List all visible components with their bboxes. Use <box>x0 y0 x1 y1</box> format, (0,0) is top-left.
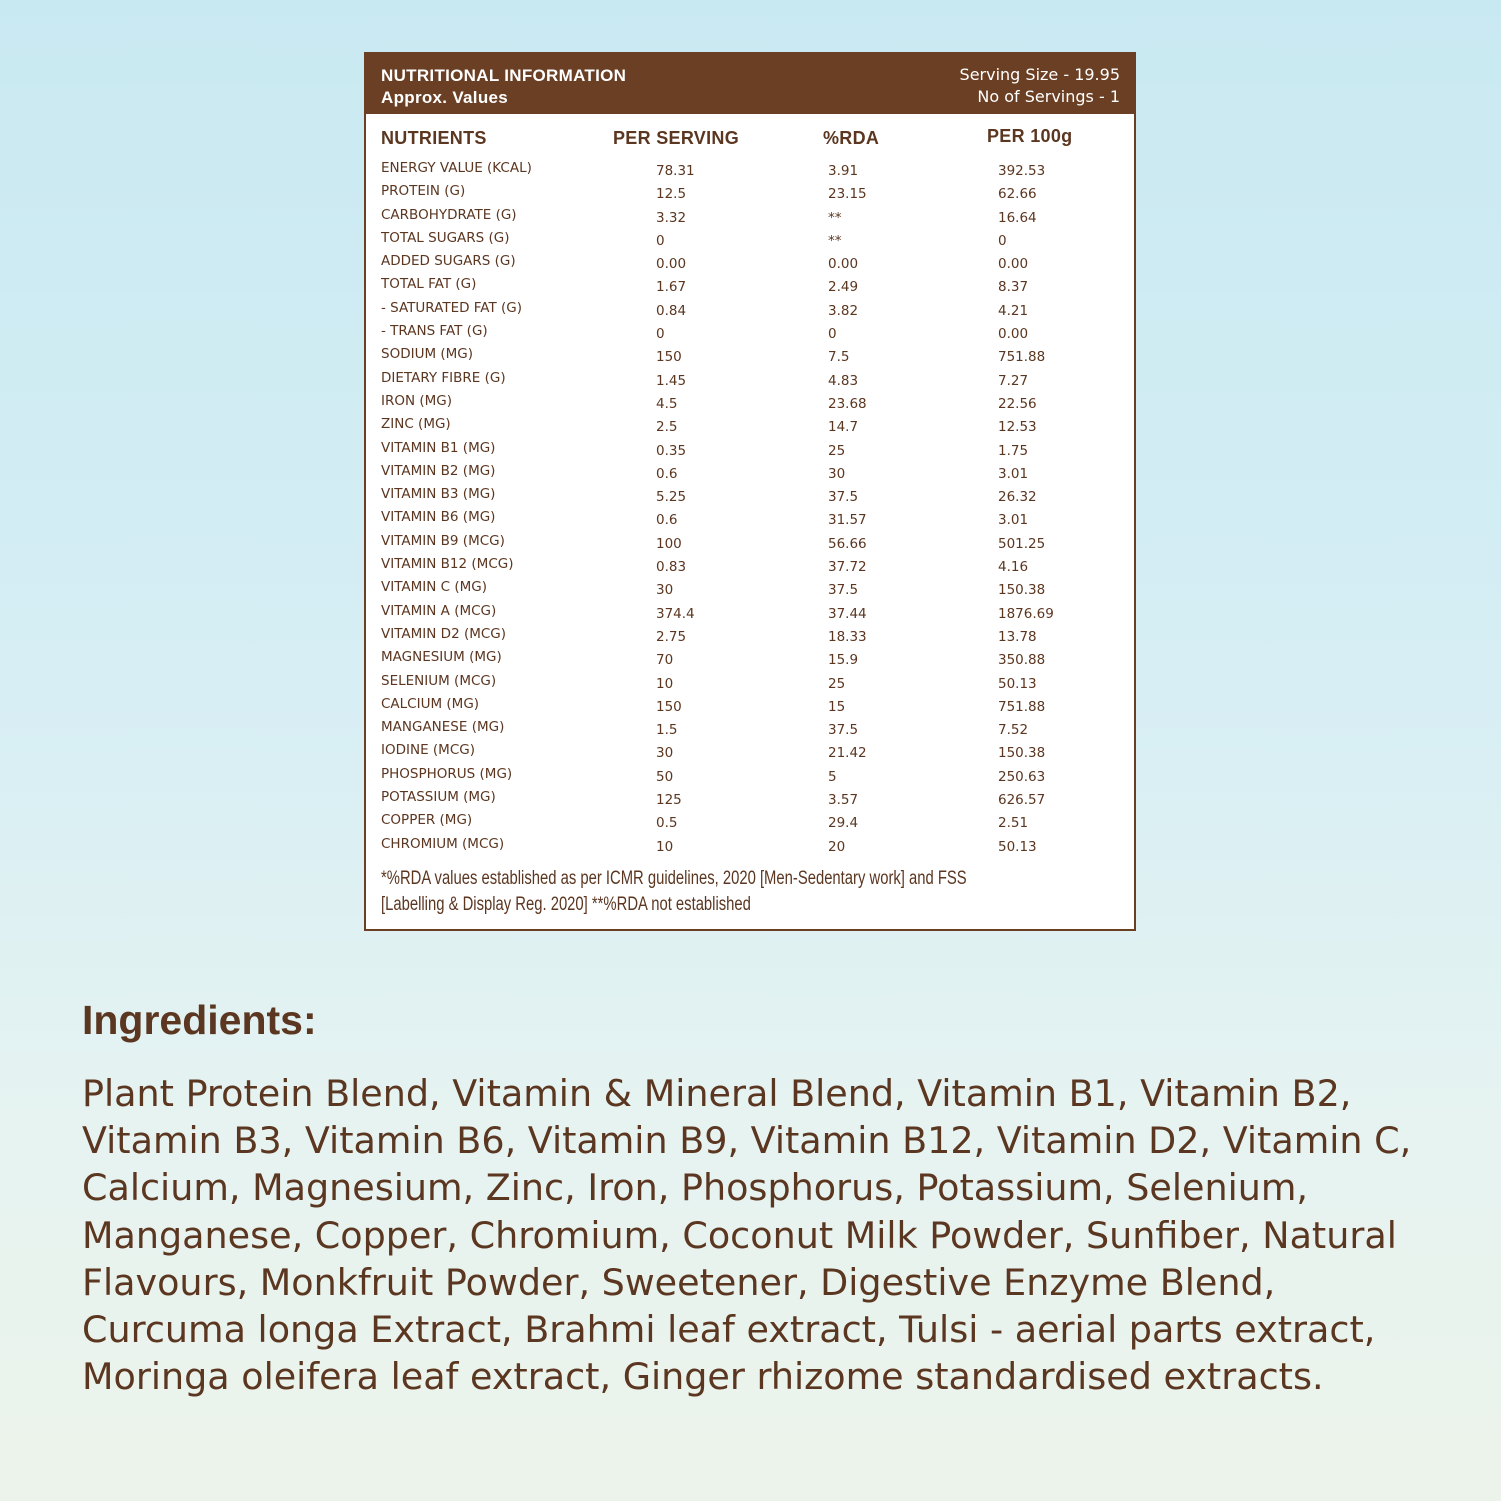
nutrient-name: PHOSPHORUS (MG) <box>381 765 513 782</box>
per-serving-value: 12.5 <box>656 186 687 203</box>
per-100g-value: 7.27 <box>998 372 1029 389</box>
table-row <box>366 533 1134 556</box>
per-100g-value: 8.37 <box>998 279 1029 296</box>
per-serving-value: 10 <box>656 838 674 855</box>
ingredients-title: Ingredients: <box>82 997 317 1043</box>
nutrient-name: COPPER (MG) <box>381 812 473 829</box>
per-100g-value: 50.13 <box>998 675 1037 692</box>
table-row <box>366 416 1134 439</box>
table-row <box>366 486 1134 509</box>
rda-value: 29.4 <box>828 815 859 832</box>
rda-value: 23.15 <box>828 186 867 203</box>
table-row <box>366 742 1134 765</box>
col-header-per-serving: PER SERVING <box>613 128 740 148</box>
per-serving-value: 100 <box>656 535 682 552</box>
rda-value: 31.57 <box>828 512 867 529</box>
nutrient-name: - TRANS FAT (G) <box>381 323 488 340</box>
table-row <box>366 323 1134 346</box>
per-100g-value: 150.38 <box>998 745 1046 762</box>
table-row <box>366 673 1134 696</box>
rda-value: 0 <box>828 326 837 343</box>
table-row <box>366 160 1134 183</box>
table-row <box>366 440 1134 463</box>
per-100g-value: 0 <box>998 232 1007 249</box>
per-serving-value: 10 <box>656 675 674 692</box>
table-row <box>366 230 1134 253</box>
per-serving-value: 125 <box>656 792 682 809</box>
table-row <box>366 603 1134 626</box>
header-right <box>960 64 1120 108</box>
servings-count: No of Servings - 1 <box>977 87 1120 106</box>
per-serving-value: 2.75 <box>656 628 687 645</box>
per-serving-value: 0.5 <box>656 815 678 832</box>
table-row <box>366 463 1134 486</box>
rda-value: 14.7 <box>828 419 859 436</box>
rda-value: 37.5 <box>828 489 859 506</box>
per-serving-value: 150 <box>656 349 682 366</box>
nutrient-name: VITAMIN B6 (MG) <box>381 509 496 526</box>
per-serving-value: 2.5 <box>656 419 678 436</box>
per-100g-value: 350.88 <box>998 652 1046 669</box>
rda-value: 37.5 <box>828 722 859 739</box>
table-row <box>366 789 1134 812</box>
per-serving-value: 0 <box>656 232 665 249</box>
per-100g-value: 22.56 <box>998 395 1037 412</box>
per-100g-value: 3.01 <box>998 465 1029 482</box>
table-row <box>366 346 1134 369</box>
ingredients-text: Plant Protein Blend, Vitamin & Mineral Blend, Vitamin B1, Vitamin B2, Vitamin B3, Vitamin B6, Vitamin B9, Vitamin B12, Vitamin D2, Vitamin C, Calcium, Magnesium, Zinc, Iron, Phosphorus, Potassium, Selenium, Manganese, Copper, Chromium, Coconut Milk Powder, Sunfiber, Natural Flavours, Monkfruit Powder, Sweetener, Digestive Enzyme Blend, Curcuma longa Extract, Brahmi leaf extract, Tulsi - aerial parts extract, Moringa oleifera leaf extract, Ginger rhizome standardised extracts. <box>82 1072 1412 1399</box>
nutrient-name: - SATURATED FAT (G) <box>381 299 523 316</box>
header-left <box>381 65 626 109</box>
table-row <box>366 626 1134 649</box>
rda-value: 37.5 <box>828 582 859 599</box>
per-100g-value: 0.00 <box>998 256 1029 273</box>
nutrient-name: VITAMIN B12 (MCG) <box>381 556 514 573</box>
table-row <box>366 556 1134 579</box>
nutrient-name: ZINC (MG) <box>381 416 451 433</box>
per-serving-value: 50 <box>656 768 674 785</box>
footnote <box>381 866 967 918</box>
per-100g-value: 1876.69 <box>998 605 1054 622</box>
per-serving-value: 4.5 <box>656 395 678 412</box>
nutrient-rows <box>366 160 1134 859</box>
rda-value: 15.9 <box>828 652 859 669</box>
per-serving-value: 0 <box>656 326 665 343</box>
table-row <box>366 253 1134 276</box>
per-serving-value: 1.45 <box>656 372 687 389</box>
rda-value: 3.82 <box>828 302 859 319</box>
per-100g-value: 26.32 <box>998 489 1037 506</box>
per-100g-value: 250.63 <box>998 768 1046 785</box>
rda-value: 3.91 <box>828 163 859 179</box>
footnote-line-2: [Labelling & Display Reg. 2020] **%RDA not established <box>381 894 751 915</box>
rda-value: 3.57 <box>828 792 859 809</box>
nutrient-name: VITAMIN B9 (MCG) <box>381 532 505 549</box>
rda-value: 4.83 <box>828 372 859 389</box>
rda-value: ** <box>828 232 842 249</box>
rda-value: 18.33 <box>828 628 867 645</box>
nutrient-name: DIETARY FIBRE (G) <box>381 369 506 386</box>
per-serving-value: 78.31 <box>656 163 695 179</box>
nutrient-name: TOTAL FAT (G) <box>381 276 477 293</box>
rda-value: 20 <box>828 838 846 855</box>
per-serving-value: 0.6 <box>656 465 678 482</box>
rda-value: ** <box>828 209 842 226</box>
table-row <box>366 812 1134 835</box>
nutrient-name: ADDED SUGARS (G) <box>381 253 516 270</box>
rda-value: 37.72 <box>828 559 867 576</box>
per-serving-value: 30 <box>656 582 674 599</box>
table-row <box>366 183 1134 206</box>
footnote-line-1: *%RDA values established as per ICMR guidelines, 2020 [Men-Sedentary work] and FSS <box>381 868 967 889</box>
nutrition-panel <box>364 52 1136 931</box>
col-header-rda: %RDA <box>823 128 880 148</box>
per-serving-value: 1.5 <box>656 722 678 739</box>
nutrient-name: VITAMIN B3 (MG) <box>381 486 496 503</box>
table-row <box>366 719 1134 742</box>
rda-value: 7.5 <box>828 349 850 366</box>
panel-subtitle: Approx. Values <box>381 88 509 107</box>
table-row <box>366 370 1134 393</box>
table-row <box>366 696 1134 719</box>
nutrient-name: VITAMIN C (MG) <box>381 579 488 596</box>
panel-header <box>366 54 1134 114</box>
rda-value: 56.66 <box>828 535 867 552</box>
rda-value: 30 <box>828 465 846 482</box>
nutrient-name: CALCIUM (MG) <box>381 695 480 712</box>
nutrient-name: CHROMIUM (MCG) <box>381 835 505 852</box>
per-100g-value: 501.25 <box>998 535 1046 552</box>
nutrient-name: SODIUM (MG) <box>381 346 474 363</box>
per-100g-value: 3.01 <box>998 512 1029 529</box>
per-100g-value: 50.13 <box>998 838 1037 855</box>
per-100g-value: 62.66 <box>998 186 1037 203</box>
per-serving-value: 0.6 <box>656 512 678 529</box>
col-header-nutrients: NUTRIENTS <box>381 128 487 148</box>
nutrient-name: ENERGY VALUE (KCAL) <box>381 160 532 176</box>
rda-value: 2.49 <box>828 279 859 296</box>
nutrient-name: VITAMIN D2 (MCG) <box>381 625 507 642</box>
per-serving-value: 374.4 <box>656 605 695 622</box>
nutrient-name: MANGANESE (MG) <box>381 719 505 736</box>
table-row <box>366 207 1134 230</box>
per-serving-value: 0.00 <box>656 256 687 273</box>
rda-value: 25 <box>828 675 846 692</box>
nutrient-name: MAGNESIUM (MG) <box>381 649 502 666</box>
per-100g-value: 12.53 <box>998 419 1037 436</box>
per-100g-value: 751.88 <box>998 698 1046 715</box>
per-100g-value: 0.00 <box>998 326 1029 343</box>
per-100g-value: 7.52 <box>998 722 1029 739</box>
per-serving-value: 3.32 <box>656 209 687 226</box>
per-100g-value: 751.88 <box>998 349 1046 366</box>
nutrient-name: VITAMIN B1 (MG) <box>381 439 496 456</box>
rda-value: 23.68 <box>828 395 867 412</box>
per-serving-value: 5.25 <box>656 489 687 506</box>
per-serving-value: 1.67 <box>656 279 687 296</box>
per-serving-value: 0.83 <box>656 559 687 576</box>
per-100g-value: 626.57 <box>998 792 1046 809</box>
table-row <box>366 836 1134 859</box>
rda-value: 37.44 <box>828 605 867 622</box>
nutrient-name: PROTEIN (G) <box>381 183 466 200</box>
rda-value: 5 <box>828 768 837 785</box>
rda-value: 21.42 <box>828 745 867 762</box>
per-serving-value: 150 <box>656 698 682 715</box>
per-serving-value: 0.84 <box>656 302 687 319</box>
nutrient-name: SELENIUM (MCG) <box>381 672 497 689</box>
per-100g-value: 4.21 <box>998 302 1029 319</box>
per-serving-value: 0.35 <box>656 442 687 459</box>
rda-value: 15 <box>828 698 846 715</box>
table-row <box>366 579 1134 602</box>
per-100g-value: 150.38 <box>998 582 1046 599</box>
nutrient-name: IODINE (MCG) <box>381 742 475 759</box>
per-100g-value: 392.53 <box>998 163 1046 179</box>
nutrient-name: CARBOHYDRATE (G) <box>381 206 517 223</box>
table-row <box>366 276 1134 299</box>
per-100g-value: 4.16 <box>998 559 1029 576</box>
per-serving-value: 30 <box>656 745 674 762</box>
table-row <box>366 649 1134 672</box>
per-100g-value: 1.75 <box>998 442 1029 459</box>
per-serving-value: 70 <box>656 652 674 669</box>
table-row <box>366 393 1134 416</box>
rda-value: 25 <box>828 442 846 459</box>
nutrient-name: POTASSIUM (MG) <box>381 789 496 806</box>
serving-size: Serving Size - 19.95 <box>959 65 1120 84</box>
per-100g-value: 13.78 <box>998 628 1037 645</box>
nutrient-name: VITAMIN A (MCG) <box>381 602 497 619</box>
panel-title: NUTRITIONAL INFORMATION <box>381 66 627 85</box>
col-header-per-100g: PER 100g <box>987 126 1073 146</box>
table-row <box>366 509 1134 532</box>
nutrient-name: TOTAL SUGARS (G) <box>381 229 510 246</box>
table-row <box>366 766 1134 789</box>
nutrient-name: IRON (MG) <box>381 392 453 409</box>
per-100g-value: 2.51 <box>998 815 1029 832</box>
per-100g-value: 16.64 <box>998 209 1037 226</box>
rda-value: 0.00 <box>828 256 859 273</box>
nutrient-name: VITAMIN B2 (MG) <box>381 462 496 479</box>
table-row <box>366 300 1134 323</box>
